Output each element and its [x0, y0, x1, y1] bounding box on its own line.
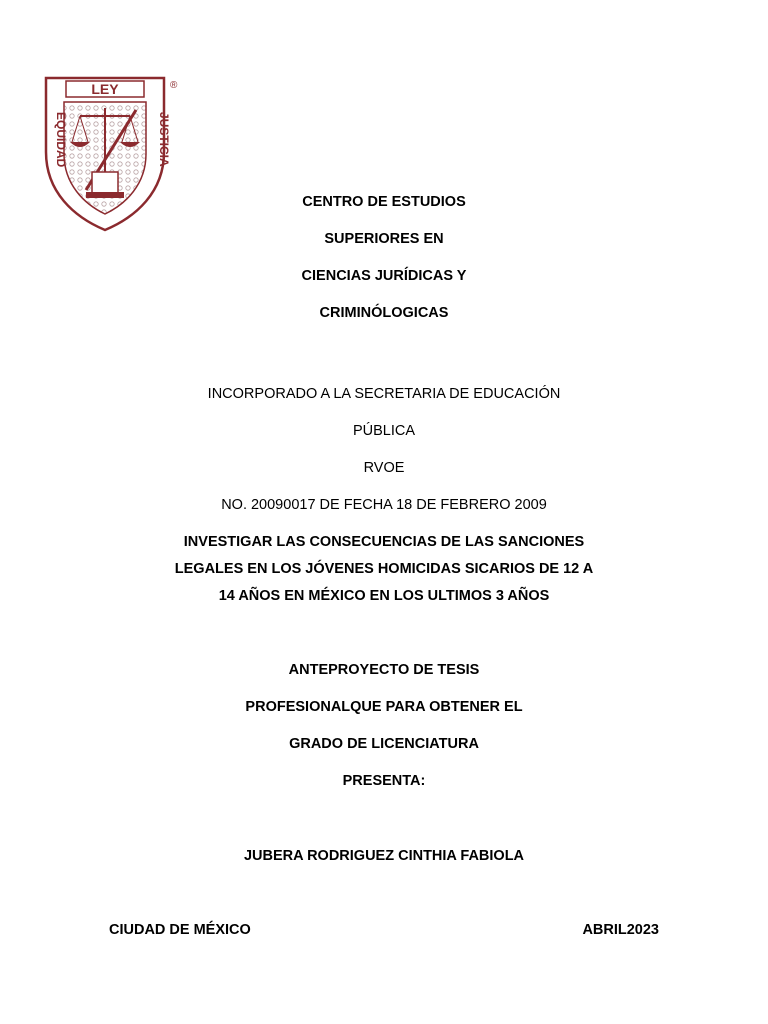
incorporation-line-3: RVOE	[363, 460, 405, 476]
incorporation-line-1: INCORPORADO A LA SECRETARIA DE EDUCACIÓN	[207, 386, 561, 402]
thesis-title-line-3: 14 AÑOS EN MÉXICO EN LOS ULTIMOS 3 AÑOS	[218, 588, 550, 604]
footer-date: ABRIL2023	[582, 922, 659, 938]
incorporation-line-2: PÚBLICA	[352, 423, 416, 439]
thesis-title-line-1: INVESTIGAR LAS CONSECUENCIAS DE LAS SANCIONES	[183, 534, 585, 550]
purpose-line-3: GRADO DE LICENCIATURA	[289, 736, 479, 752]
svg-text:®: ®	[170, 80, 178, 91]
svg-text:JUSTICIA: JUSTICIA	[157, 112, 171, 167]
purpose-line-1: ANTEPROYECTO DE TESIS	[288, 662, 480, 678]
author-name: JUBERA RODRIGUEZ CINTHIA FABIOLA	[243, 848, 525, 864]
institution-line-2: SUPERIORES EN	[324, 231, 444, 247]
institution-line-1: CENTRO DE ESTUDIOS	[302, 194, 466, 210]
thesis-title-line-2: LEGALES EN LOS JÓVENES HOMICIDAS SICARIOS DE 12 A	[174, 561, 594, 577]
institution-line-4: CRIMINÓLOGICAS	[319, 305, 449, 321]
svg-text:LEY: LEY	[91, 81, 119, 97]
svg-text:EQUIDAD: EQUIDAD	[54, 112, 68, 168]
incorporation-line-4: NO. 20090017 DE FECHA 18 DE FEBRERO 2009	[221, 497, 547, 513]
purpose-line-4: PRESENTA:	[342, 773, 426, 789]
purpose-line-2: PROFESIONALQUE PARA OBTENER EL	[245, 699, 523, 715]
footer-city: CIUDAD DE MÉXICO	[109, 922, 251, 938]
institution-line-3: CIENCIAS JURÍDICAS Y	[301, 268, 467, 284]
